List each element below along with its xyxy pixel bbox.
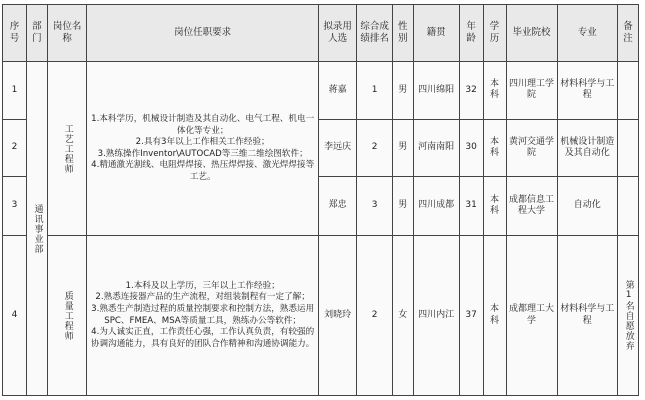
cell-department: 通讯事业部	[26, 62, 47, 396]
header-rank: 综合成绩排名	[357, 5, 392, 62]
cell-age: 37	[459, 236, 483, 396]
cell-seq: 2	[3, 119, 27, 176]
requirement-line: 2.具有3年以上工作相关工作经验；	[135, 137, 270, 148]
cell-candidate: 李远庆	[318, 119, 357, 176]
header-gender: 性别	[392, 5, 413, 62]
cell-candidate: 刘晓玲	[318, 236, 357, 396]
cell-rank: 2	[357, 119, 392, 176]
cell-candidate: 郑忠	[318, 176, 357, 235]
cell-major: 自动化	[557, 176, 617, 235]
header-row	[3, 5, 639, 62]
header-hometown: 籍贯	[413, 5, 459, 62]
cell-seq: 3	[3, 176, 27, 235]
cell-education: 本科	[483, 176, 506, 235]
cell-age: 31	[459, 176, 483, 235]
header-dept: 部门	[26, 5, 47, 62]
requirement-line: 2.熟悉连接器产品的生产流程，对组装制程有一定了解；	[95, 292, 310, 303]
cell-remark: 第1名自愿放弃	[618, 236, 639, 396]
cell-remark	[618, 176, 639, 235]
cell-education: 本科	[483, 62, 506, 119]
cell-position-requirements	[87, 236, 318, 396]
cell-gender: 男	[392, 119, 413, 176]
cell-major: 材料科学与工程	[557, 236, 617, 396]
cell-hometown: 四川成都	[413, 176, 459, 235]
header-remark: 备注	[618, 5, 639, 62]
cell-school: 成都理工大学	[506, 236, 557, 396]
header-position: 岗位名称	[47, 5, 87, 62]
cell-gender: 女	[392, 236, 413, 396]
header-education: 学历	[483, 5, 506, 62]
table-row	[3, 236, 639, 396]
cell-school: 四川理工学院	[506, 62, 557, 119]
cell-school: 黄河交通学院	[506, 119, 557, 176]
cell-remark	[618, 62, 639, 119]
cell-age: 30	[459, 119, 483, 176]
cell-seq: 4	[3, 236, 27, 396]
header-candidate: 拟录用人选	[318, 5, 357, 62]
cell-candidate: 蒋嘉	[318, 62, 357, 119]
cell-position-name: 工艺工程师	[47, 62, 87, 236]
cell-rank: 2	[357, 236, 392, 396]
header-major: 专业	[557, 5, 617, 62]
cell-hometown: 四川绵阳	[413, 62, 459, 119]
cell-education: 本科	[483, 236, 506, 396]
requirement-line: 3.熟悉生产制造过程的质量控制要求和控制方法，熟悉运用SPC、FMEA、MSA等质量工具，熟练办公等软件；	[91, 304, 315, 326]
header-school: 毕业院校	[506, 5, 557, 62]
requirement-line: 4.精通激光割线、电阻焊焊接、热压焊焊接、激光焊焊接等工艺。	[91, 160, 315, 182]
requirement-line: 1.本科学历，机械设计制造及其自动化、电气工程、机电一体化等专业；	[91, 114, 315, 136]
cell-rank: 3	[357, 176, 392, 235]
header-seq: 序号	[3, 5, 27, 62]
requirement-line: 1.本科及以上学历，三年以上工作经验；	[125, 280, 280, 291]
requirement-line: 4.为人诚实正直，工作责任心强，工作认真负责，有较强的协调沟通能力，具有良好的团队合作精神和沟通协调能力。	[90, 327, 315, 349]
header-age: 年龄	[459, 5, 483, 62]
cell-major: 材料科学与工程	[557, 62, 617, 119]
cell-major: 机械设计制造及其自动化	[557, 119, 617, 176]
cell-education: 本科	[483, 119, 506, 176]
cell-position-name: 质量工程师	[47, 236, 87, 396]
cell-rank: 1	[357, 62, 392, 119]
cell-age: 32	[459, 62, 483, 119]
requirement-line: 3.熟练操作Inventor\AUTOCAD等三维二维绘图软件；	[97, 148, 308, 159]
cell-gender: 男	[392, 62, 413, 119]
header-requirements: 岗位任职要求	[87, 5, 318, 62]
table-row	[3, 62, 639, 119]
recruitment-table	[2, 4, 639, 396]
cell-seq: 1	[3, 62, 27, 119]
cell-hometown: 河南南阳	[413, 119, 459, 176]
cell-remark	[618, 119, 639, 176]
cell-hometown: 四川内江	[413, 236, 459, 396]
cell-position-requirements	[87, 62, 318, 236]
cell-gender: 男	[392, 176, 413, 235]
cell-school: 成都信息工程大学	[506, 176, 557, 235]
